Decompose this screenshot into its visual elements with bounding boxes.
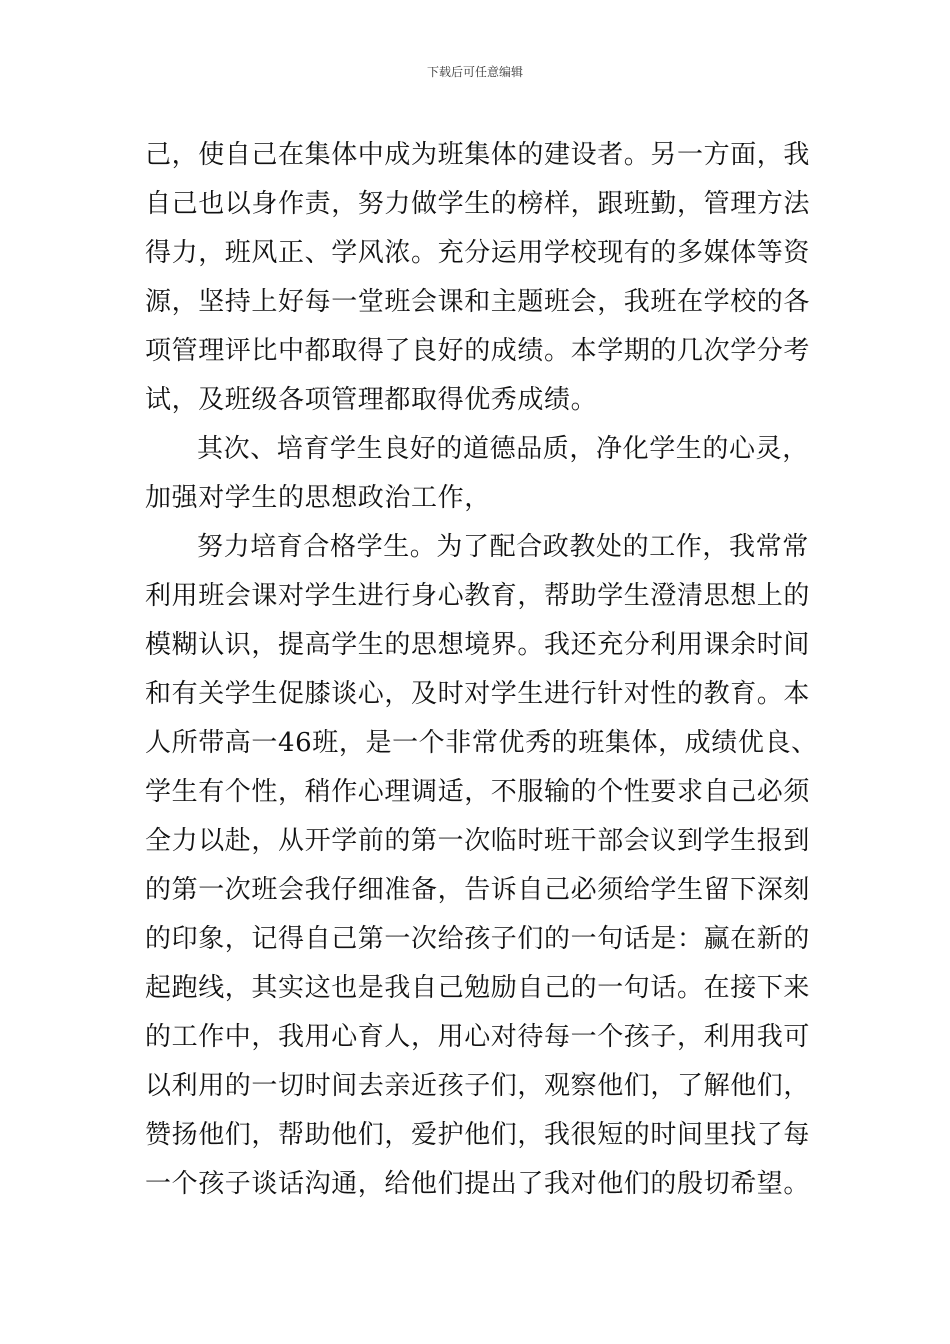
text-line: 和有关学生促膝谈心，及时对学生进行针对性的教育。本 [145,679,811,709]
text-line: 起跑线，其实这也是我自己勉励自己的一句话。在接下来 [145,973,811,1003]
text-line: 己，使自己在集体中成为班集体的建设者。另一方面，我 [145,140,811,170]
paragraph-first-line: 努力培育合格学生。为了配合政教处的工作，我常常 [197,532,809,562]
text-line: 学生有个性，稍作心理调适，不服输的个性要求自己必须 [145,777,811,807]
text-line: 的第一次班会我仔细准备，告诉自己必须给学生留下深刻 [145,875,811,905]
text-line: 以利用的一切时间去亲近孩子们，观察他们，了解他们， [145,1071,811,1101]
text-line: 利用班会课对学生进行身心教育，帮助学生澄清思想上的 [145,581,811,611]
text-line: 的印象，记得自己第一次给孩子们的一句话是：赢在新的 [145,924,811,954]
page-header: 下载后可任意编辑 [426,65,523,79]
text-line: 项管理评比中都取得了良好的成绩。本学期的几次学分考 [145,336,811,366]
document-body [145,131,825,1209]
text-line: 得力，班风正、学风浓。充分运用学校现有的多媒体等资 [145,238,811,268]
text-line: 一个孩子谈话沟通，给他们提出了我对他们的殷切希望。 [145,1169,811,1199]
paragraph-first-line: 其次、培育学生良好的道德品质，净化学生的心灵， [197,434,809,464]
text-line: 源，坚持上好每一堂班会课和主题班会，我班在学校的各 [145,287,811,317]
text-line: 模糊认识，提高学生的思想境界。我还充分利用课余时间 [145,630,811,660]
text-line: 的工作中，我用心育人，用心对待每一个孩子，利用我可 [145,1022,811,1052]
text-line: 自己也以身作责，努力做学生的榜样，跟班勤，管理方法 [145,189,811,219]
text-line: 赞扬他们，帮助他们，爱护他们，我很短的时间里找了每 [145,1120,811,1150]
text-line: 加强对学生的思想政治工作， [145,483,491,513]
text-line: 全力以赴，从开学前的第一次临时班干部会议到学生报到 [145,826,811,856]
text-line: 试，及班级各项管理都取得优秀成绩。 [145,385,598,415]
text-line: 人所带高一46班，是一个非常优秀的班集体，成绩优良、 [145,728,818,758]
